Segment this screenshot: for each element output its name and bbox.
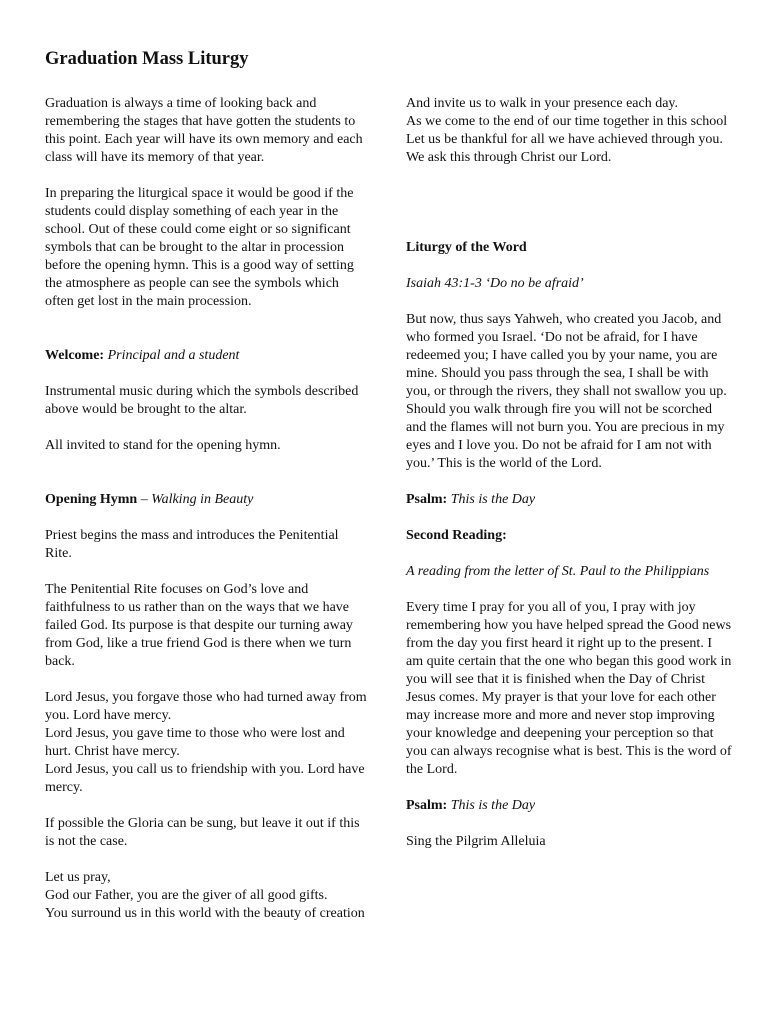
- intro-paragraph-2: In preparing the liturgical space it would be good if the students could display something of each year in the school. Out of these could come eight or so significant symbols that can be brought to the altar in procession before the opening hymn. This is a good way of setting the atmosphere as people can see the symbols which often get lost in the main procession.: [45, 186, 354, 309]
- prayer-line-2: God our Father, you are the giver of all good gifts.: [45, 888, 328, 903]
- second-reading-heading: Second Reading:: [406, 528, 507, 543]
- gloria-paragraph: If possible the Gloria can be sung, but leave it out if this is not the case.: [45, 816, 360, 849]
- philippians-reading: Every time I pray for you all of you, I pray with joy remembering how you have helped spread the Good news from the day you first heard it right up to the present. I am quite certain that the one who began this good work in you will see that it is finished when the Day of Christ Jesus comes. My prayer is that your love for each other may increase more and more and never stop improving your knowledge and deepening your perception so that you can always recognise what is best. This is the word of the Lord.: [406, 600, 732, 777]
- instrumental-paragraph: Instrumental music during which the symbols described above would be brought to the altar.: [45, 384, 359, 417]
- psalm-line-1: [406, 491, 732, 509]
- psalm-value-2: This is the Day: [450, 798, 536, 813]
- prayer-continued-3: Let us be thankful for all we have achieved through you.: [406, 132, 723, 147]
- intro-paragraph-1: Graduation is always a time of looking back and remembering the stages that have gotten the students to this point. Each year will have its own memory and each class will have its memory of that year.: [45, 96, 363, 165]
- mercy-invocation-1: Lord Jesus, you forgave those who had turned away from you. Lord have mercy.: [45, 690, 367, 723]
- alleluia-line: Sing the Pilgrim Alleluia: [406, 834, 546, 849]
- page-title: Graduation Mass Liturgy: [45, 49, 249, 69]
- welcome-value: Principal and a student: [107, 348, 240, 363]
- right-column: [406, 95, 732, 869]
- psalm-line-2: [406, 797, 732, 815]
- isaiah-reference: Isaiah 43:1-3 ‘Do no be afraid’: [406, 276, 584, 291]
- left-column: [45, 95, 367, 923]
- psalm-label-2: Psalm:: [406, 798, 448, 813]
- prayer-continued-2: As we come to the end of our time together in this school: [406, 114, 728, 129]
- welcome-line: [45, 347, 367, 365]
- mercy-invocation-3: Lord Jesus, you call us to friendship with you. Lord have mercy.: [45, 762, 365, 795]
- opening-hymn-dash: –: [137, 492, 152, 507]
- second-reading-reference: A reading from the letter of St. Paul to the Philippians: [406, 564, 710, 579]
- prayer-line-3: You surround us in this world with the beauty of creation: [45, 906, 365, 921]
- psalm-label-1: Psalm:: [406, 492, 448, 507]
- penitential-paragraph: The Penitential Rite focuses on God’s love and faithfulness to us rather than on the ways that we have failed God. Its purpose is that despite our turning away from God, like a true friend God is there when we turn back.: [45, 582, 353, 669]
- liturgy-of-the-word-heading: Liturgy of the Word: [406, 240, 527, 255]
- opening-hymn-label: Opening Hymn: [45, 492, 138, 507]
- opening-hymn-line: [45, 491, 367, 509]
- psalm-value-1: This is the Day: [450, 492, 536, 507]
- welcome-label: Welcome:: [45, 348, 105, 363]
- priest-paragraph: Priest begins the mass and introduces the Penitential Rite.: [45, 528, 339, 561]
- stand-paragraph: All invited to stand for the opening hymn.: [45, 438, 281, 453]
- opening-hymn-value: Walking in Beauty: [151, 492, 254, 507]
- isaiah-reading: But now, thus says Yahweh, who created you Jacob, and who formed you Israel. ‘Do not be afraid, for I have redeemed you; I have called you by your name, you are mine. Should you pass through the sea, I shall be with you, or through the rivers, they shall not swallow you up. Should you walk through fire you will not be scorched and the flames will not burn you. You are precious in my eyes and I love you. Do not be afraid for I am not with you.’ This is the world of the Lord.: [406, 312, 727, 471]
- prayer-continued-4: We ask this through Christ our Lord.: [406, 150, 612, 165]
- mercy-invocation-2: Lord Jesus, you gave time to those who were lost and hurt. Christ have mercy.: [45, 726, 345, 759]
- prayer-line-1: Let us pray,: [45, 870, 111, 885]
- prayer-continued-1: And invite us to walk in your presence each day.: [406, 96, 679, 111]
